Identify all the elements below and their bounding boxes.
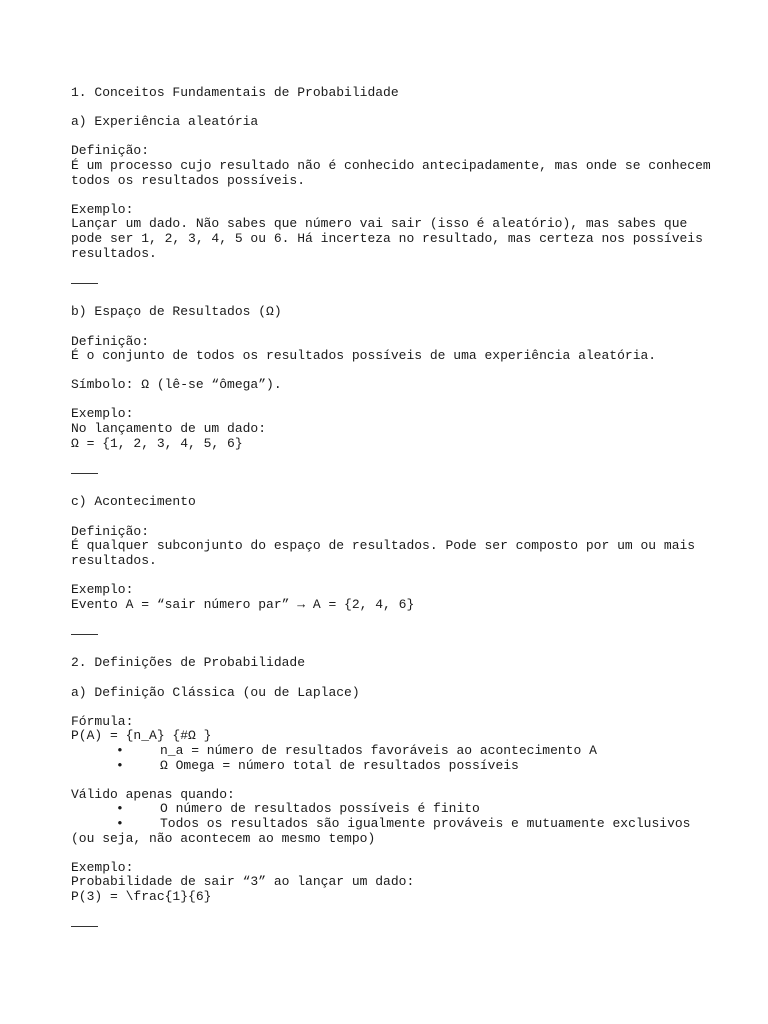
example-label: Exemplo: bbox=[71, 859, 134, 875]
bullet-text: O número de resultados possíveis é finito bbox=[160, 801, 480, 817]
definition-text-line: É qualquer subconjunto do espaço de resultados. Pode ser composto por um ou mais bbox=[71, 538, 696, 554]
formula-line: P(A) = {n_A} {#Ω } bbox=[71, 728, 212, 744]
example-text-line: Evento A = “sair número par” → A = {2, 4, 6} bbox=[71, 596, 415, 612]
section-divider bbox=[71, 283, 98, 284]
bullet-icon: • bbox=[116, 742, 124, 758]
validity-label: Válido apenas quando: bbox=[71, 786, 235, 802]
subsection-a-title: a) Experiência aleatória bbox=[71, 114, 259, 130]
definition-text-line: resultados. bbox=[71, 552, 157, 568]
definition-label: Definição: bbox=[71, 333, 150, 349]
definition-text-line: É o conjunto de todos os resultados possíveis de uma experiência aleatória. bbox=[71, 348, 657, 364]
subsection-classical-title: a) Definição Clássica (ou de Laplace) bbox=[71, 684, 360, 700]
section-2-heading: 2. Definições de Probabilidade bbox=[71, 655, 306, 671]
example-text-line: P(3) = \frac{1}{6} bbox=[71, 888, 212, 904]
document-body bbox=[71, 86, 751, 934]
example-label: Exemplo: bbox=[71, 201, 134, 217]
definition-text-line: todos os resultados possíveis. bbox=[71, 172, 306, 188]
section-1-heading: 1. Conceitos Fundamentais de Probabilidade bbox=[71, 85, 399, 100]
section-divider bbox=[71, 473, 98, 474]
definition-label: Definição: bbox=[71, 523, 150, 539]
bullet-text: Todos os resultados são igualmente prováveis e mutuamente exclusivos bbox=[160, 815, 691, 831]
symbol-line: Símbolo: Ω (lê-se “ômega”). bbox=[71, 377, 282, 393]
bullet-text: n_a = número de resultados favoráveis ao acontecimento A bbox=[160, 742, 597, 758]
subsection-b-title: b) Espaço de Resultados (Ω) bbox=[71, 304, 282, 320]
example-label: Exemplo: bbox=[71, 406, 134, 422]
bullet-item bbox=[71, 759, 751, 774]
example-label: Exemplo: bbox=[71, 582, 134, 597]
bullet-icon: • bbox=[116, 815, 124, 831]
validity-note: (ou seja, não acontecem ao mesmo tempo) bbox=[71, 830, 376, 846]
example-text-line: Probabilidade de sair “3” ao lançar um dado: bbox=[71, 874, 415, 890]
subsection-c-title: c) Acontecimento bbox=[71, 494, 196, 510]
section-divider bbox=[71, 634, 98, 635]
bullet-item bbox=[71, 744, 751, 759]
formula-label: Fórmula: bbox=[71, 713, 134, 729]
definition-label: Definição: bbox=[71, 143, 150, 159]
bullet-icon: • bbox=[116, 801, 124, 817]
bullet-item bbox=[71, 802, 751, 817]
example-text-line: No lançamento de um dado: bbox=[71, 421, 267, 437]
definition-text-line: É um processo cujo resultado não é conhecido antecipadamente, mas onde se conhecem bbox=[71, 157, 711, 173]
example-text-line: Ω = {1, 2, 3, 4, 5, 6} bbox=[71, 435, 243, 451]
section-divider bbox=[71, 926, 98, 927]
example-text-line: resultados. bbox=[71, 245, 157, 261]
bullet-item bbox=[71, 817, 751, 832]
example-text-line: Lançar um dado. Não sabes que número vai sair (isso é aleatório), mas sabes que bbox=[71, 216, 688, 232]
bullet-icon: • bbox=[116, 757, 124, 773]
example-text-line: pode ser 1, 2, 3, 4, 5 ou 6. Há incerteza no resultado, mas certeza nos possíveis bbox=[71, 230, 703, 246]
bullet-text: Ω Omega = número total de resultados possíveis bbox=[160, 757, 519, 773]
